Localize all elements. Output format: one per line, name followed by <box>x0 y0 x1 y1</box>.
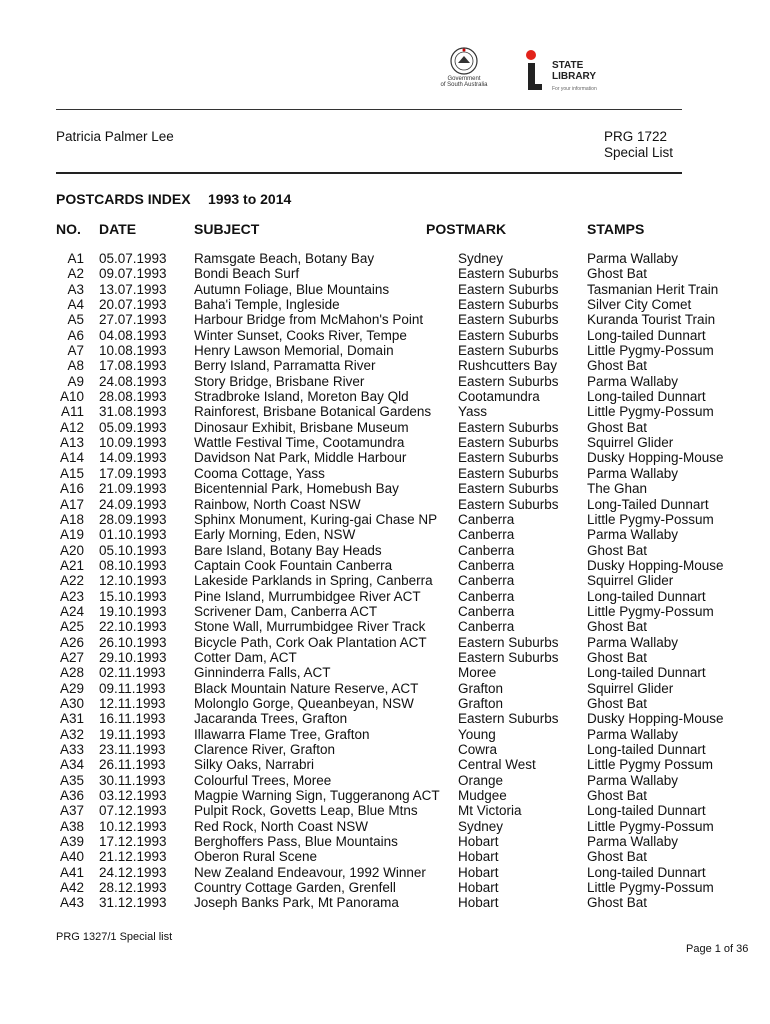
cell-no: A32 <box>59 726 84 742</box>
cell-subject: Molonglo Gorge, Queanbeyan, NSW <box>194 695 414 711</box>
table-row <box>0 650 770 665</box>
cell-subject: Bare Island, Botany Bay Heads <box>194 542 382 558</box>
cell-no: A40 <box>59 849 84 865</box>
cell-stamps: Ghost Bat <box>587 649 648 665</box>
cell-stamps: Tasmanian Herit Train <box>587 281 719 297</box>
cell-subject: Country Cottage Garden, Grenfell <box>194 880 396 896</box>
cell-date: 28.08.1993 <box>99 389 167 405</box>
cell-date: 26.11.1993 <box>99 757 166 773</box>
table-row <box>0 865 770 880</box>
cell-stamps: Parma Wallaby <box>587 772 679 788</box>
cell-stamps: Little Pygmy Possum <box>587 757 714 773</box>
cell-no: A5 <box>67 312 84 328</box>
cell-date: 04.08.1993 <box>99 327 167 343</box>
cell-subject: Winter Sunset, Cooks River, Tempe <box>194 327 407 343</box>
cell-date: 09.07.1993 <box>99 266 167 282</box>
cell-subject: Clarence River, Grafton <box>194 742 336 757</box>
cell-stamps: Dusky Hopping-Mouse <box>587 711 724 727</box>
cell-no: A16 <box>59 481 84 497</box>
cell-no: A23 <box>59 588 84 604</box>
cell-stamps: Little Pygmy-Possum <box>587 343 714 359</box>
government-sa-logo <box>424 46 504 98</box>
cell-stamps: Little Pygmy-Possum <box>587 818 714 834</box>
table-row <box>0 635 770 650</box>
cell-stamps: Ghost Bat <box>587 849 648 865</box>
cell-date: 12.11.1993 <box>99 695 166 711</box>
cell-postmark: Hobart <box>458 834 499 850</box>
table-row <box>0 466 770 481</box>
cell-no: A36 <box>59 788 84 804</box>
collection-name: Patricia Palmer Lee <box>56 129 174 144</box>
index-range: 1993 to 2014 <box>208 191 292 207</box>
cell-date: 07.12.1993 <box>99 803 167 819</box>
cell-stamps: Parma Wallaby <box>587 465 679 481</box>
cell-subject: Stone Wall, Murrumbidgee River Track <box>194 619 426 635</box>
cell-postmark: Mt Victoria <box>458 803 522 819</box>
cell-stamps: Ghost Bat <box>587 266 648 282</box>
cell-date: 23.11.1993 <box>99 742 166 757</box>
table-row <box>0 742 770 757</box>
cell-no: A30 <box>59 695 84 711</box>
table-row <box>0 497 770 512</box>
cell-no: A28 <box>59 665 84 681</box>
cell-no: A24 <box>59 603 84 619</box>
col-header-stamps: STAMPS <box>587 221 645 237</box>
cell-stamps: Parma Wallaby <box>587 373 679 389</box>
cell-subject: Pulpit Rock, Govetts Leap, Blue Mtns <box>194 803 418 819</box>
crest-icon <box>447 46 481 76</box>
cell-date: 05.09.1993 <box>99 419 167 435</box>
cell-no: A20 <box>59 542 84 558</box>
cell-date: 09.11.1993 <box>99 680 166 696</box>
cell-stamps: Parma Wallaby <box>587 834 679 850</box>
table-row <box>0 604 770 619</box>
cell-no: A12 <box>59 419 84 435</box>
cell-postmark: Eastern Suburbs <box>458 465 559 481</box>
cell-date: 13.07.1993 <box>99 281 167 297</box>
cell-date: 10.09.1993 <box>99 435 167 451</box>
table-row <box>0 681 770 696</box>
cell-postmark: Moree <box>458 665 497 681</box>
cell-no: A29 <box>59 680 84 696</box>
cell-no: A10 <box>59 389 84 405</box>
table-row <box>0 343 770 358</box>
gov-line-2: of South Australia <box>440 82 488 88</box>
cell-stamps: Long-tailed Dunnart <box>587 588 706 604</box>
cell-subject: Ginninderra Falls, ACT <box>194 665 331 681</box>
cell-stamps: Long-tailed Dunnart <box>587 803 706 819</box>
table-row <box>0 849 770 864</box>
cell-postmark: Central West <box>458 757 536 773</box>
col-header-no: NO. <box>56 221 81 237</box>
cell-date: 10.12.1993 <box>99 818 167 834</box>
cell-postmark: Eastern Suburbs <box>458 711 559 727</box>
cell-subject: Bondi Beach Surf <box>194 266 300 282</box>
table-row <box>0 404 770 419</box>
cell-postmark: Canberra <box>458 619 515 635</box>
cell-no: A11 <box>60 404 84 420</box>
cell-subject: Berry Island, Parramatta River <box>194 358 376 374</box>
cell-date: 08.10.1993 <box>99 557 167 573</box>
library-i-icon <box>524 63 542 91</box>
cell-postmark: Cowra <box>458 742 498 757</box>
cell-postmark: Eastern Suburbs <box>458 450 559 466</box>
table-row <box>0 880 770 895</box>
cell-postmark: Eastern Suburbs <box>458 496 559 512</box>
cell-stamps: Parma Wallaby <box>587 726 679 742</box>
cell-subject: Black Mountain Nature Reserve, ACT <box>194 680 419 696</box>
cell-subject: New Zealand Endeavour, 1992 Winner <box>194 864 426 880</box>
cell-date: 28.09.1993 <box>99 511 167 527</box>
table-row <box>0 589 770 604</box>
cell-subject: Berghoffers Pass, Blue Mountains <box>194 834 398 850</box>
cell-stamps: Long-tailed Dunnart <box>587 864 706 880</box>
cell-subject: Joseph Banks Park, Mt Panorama <box>194 895 399 911</box>
cell-no: A17 <box>59 496 84 512</box>
cell-date: 14.09.1993 <box>99 450 167 466</box>
table-row <box>0 619 770 634</box>
cell-date: 28.12.1993 <box>99 880 167 896</box>
table-row <box>0 773 770 788</box>
collection-type: Special List <box>604 145 674 160</box>
cell-date: 01.10.1993 <box>99 527 167 543</box>
cell-postmark: Hobart <box>458 849 499 865</box>
cell-postmark: Grafton <box>458 695 504 711</box>
cell-date: 19.11.1993 <box>99 726 166 742</box>
cell-no: A4 <box>67 297 84 313</box>
cell-date: 16.11.1993 <box>99 711 166 727</box>
cell-no: A15 <box>59 465 84 481</box>
cell-date: 31.08.1993 <box>99 404 167 420</box>
cell-postmark: Sydney <box>458 251 504 266</box>
cell-no: A3 <box>67 281 84 297</box>
cell-date: 10.08.1993 <box>99 343 167 359</box>
table-row <box>0 819 770 834</box>
cell-postmark: Eastern Suburbs <box>458 343 559 359</box>
cell-postmark: Eastern Suburbs <box>458 634 559 650</box>
cell-no: A22 <box>59 573 84 589</box>
cell-stamps: Parma Wallaby <box>587 251 679 266</box>
col-header-subject: SUBJECT <box>194 221 260 237</box>
cell-no: A19 <box>59 527 84 543</box>
postcard-table <box>0 251 770 911</box>
cell-stamps: Long-Tailed Dunnart <box>587 496 709 512</box>
cell-subject: Harbour Bridge from McMahon's Point <box>194 312 424 328</box>
cell-postmark: Canberra <box>458 542 515 558</box>
cell-postmark: Canberra <box>458 527 515 543</box>
cell-no: A25 <box>59 619 84 635</box>
table-row <box>0 512 770 527</box>
table-row <box>0 481 770 496</box>
cell-subject: Magpie Warning Sign, Tuggeranong ACT <box>194 788 440 804</box>
cell-stamps: Silver City Comet <box>587 297 692 313</box>
cell-subject: Stradbroke Island, Moreton Bay Qld <box>194 389 409 405</box>
col-header-date: DATE <box>99 221 137 237</box>
cell-date: 19.10.1993 <box>99 603 167 619</box>
table-row <box>0 297 770 312</box>
table-row <box>0 420 770 435</box>
table-row <box>0 374 770 389</box>
cell-postmark: Canberra <box>458 573 515 589</box>
cell-postmark: Eastern Suburbs <box>458 435 559 451</box>
cell-stamps: Squirrel Glider <box>587 435 674 451</box>
cell-no: A26 <box>59 634 84 650</box>
cell-postmark: Eastern Suburbs <box>458 297 559 313</box>
cell-postmark: Canberra <box>458 511 515 527</box>
cell-postmark: Sydney <box>458 818 504 834</box>
cell-stamps: Ghost Bat <box>587 419 648 435</box>
cell-stamps: Long-tailed Dunnart <box>587 327 706 343</box>
cell-subject: Lakeside Parklands in Spring, Canberra <box>194 573 433 589</box>
cell-postmark: Eastern Suburbs <box>458 281 559 297</box>
cell-stamps: Kuranda Tourist Train <box>587 312 716 328</box>
header-rule <box>56 172 682 174</box>
table-row <box>0 266 770 281</box>
cell-subject: Oberon Rural Scene <box>194 849 318 865</box>
header-logos <box>424 46 684 98</box>
cell-date: 03.12.1993 <box>99 788 167 804</box>
cell-stamps: Long-tailed Dunnart <box>587 742 706 757</box>
cell-no: A9 <box>67 373 84 389</box>
cell-stamps: Squirrel Glider <box>587 680 674 696</box>
cell-no: A27 <box>59 649 84 665</box>
cell-postmark: Eastern Suburbs <box>458 266 559 282</box>
cell-no: A41 <box>59 864 84 880</box>
cell-postmark: Mudgee <box>458 788 507 804</box>
cell-no: A34 <box>59 757 84 773</box>
cell-stamps: Little Pygmy-Possum <box>587 511 714 527</box>
cell-stamps: Ghost Bat <box>587 619 648 635</box>
cell-stamps: Squirrel Glider <box>587 573 674 589</box>
cell-date: 30.11.1993 <box>99 772 166 788</box>
cell-date: 31.12.1993 <box>99 895 167 911</box>
cell-subject: Cotter Dam, ACT <box>194 649 297 665</box>
cell-no: A43 <box>59 895 84 911</box>
cell-postmark: Eastern Suburbs <box>458 419 559 435</box>
index-title: POSTCARDS INDEX <box>56 191 191 207</box>
cell-date: 17.09.1993 <box>99 465 167 481</box>
cell-date: 24.12.1993 <box>99 864 167 880</box>
cell-postmark: Hobart <box>458 864 499 880</box>
cell-postmark: Canberra <box>458 588 515 604</box>
cell-subject: Illawarra Flame Tree, Grafton <box>194 726 370 742</box>
cell-postmark: Rushcutters Bay <box>458 358 558 374</box>
table-row <box>0 788 770 803</box>
cell-postmark: Eastern Suburbs <box>458 481 559 497</box>
table-row <box>0 711 770 726</box>
cell-no: A13 <box>59 435 84 451</box>
cell-stamps: Parma Wallaby <box>587 527 679 543</box>
cell-subject: Rainbow, North Coast NSW <box>194 496 361 512</box>
cell-stamps: Ghost Bat <box>587 542 648 558</box>
cell-postmark: Canberra <box>458 603 515 619</box>
table-row <box>0 803 770 818</box>
cell-date: 15.10.1993 <box>99 588 167 604</box>
cell-date: 17.08.1993 <box>99 358 167 374</box>
cell-date: 24.09.1993 <box>99 496 167 512</box>
table-row <box>0 573 770 588</box>
cell-no: A1 <box>67 251 84 266</box>
cell-subject: Red Rock, North Coast NSW <box>194 818 369 834</box>
cell-subject: Dinosaur Exhibit, Brisbane Museum <box>194 419 409 435</box>
table-row <box>0 527 770 542</box>
cell-no: A6 <box>67 327 84 343</box>
table-row <box>0 389 770 404</box>
cell-postmark: Eastern Suburbs <box>458 649 559 665</box>
cell-subject: Wattle Festival Time, Cootamundra <box>194 435 405 451</box>
cell-date: 21.12.1993 <box>99 849 167 865</box>
cell-stamps: The Ghan <box>587 481 648 497</box>
cell-no: A21 <box>59 557 84 573</box>
table-row <box>0 727 770 742</box>
cell-date: 22.10.1993 <box>99 619 167 635</box>
cell-no: A42 <box>59 880 84 896</box>
table-row <box>0 450 770 465</box>
cell-postmark: Eastern Suburbs <box>458 327 559 343</box>
cell-date: 20.07.1993 <box>99 297 167 313</box>
cell-subject: Sphinx Monument, Kuring-gai Chase NP <box>194 511 438 527</box>
cell-subject: Davidson Nat Park, Middle Harbour <box>194 450 407 466</box>
cell-subject: Henry Lawson Memorial, Domain <box>194 343 394 359</box>
cell-stamps: Ghost Bat <box>587 695 648 711</box>
cell-stamps: Ghost Bat <box>587 788 648 804</box>
cell-stamps: Ghost Bat <box>587 358 648 374</box>
cell-postmark: Young <box>458 726 496 742</box>
cell-no: A7 <box>67 343 84 359</box>
collection-ref: PRG 1722 <box>604 129 668 144</box>
library-dot-icon <box>526 50 536 60</box>
cell-subject: Rainforest, Brisbane Botanical Gardens <box>194 404 432 420</box>
cell-subject: Cooma Cottage, Yass <box>194 465 325 481</box>
cell-date: 24.08.1993 <box>99 373 167 389</box>
table-row <box>0 328 770 343</box>
cell-date: 21.09.1993 <box>99 481 167 497</box>
table-row <box>0 834 770 849</box>
cell-date: 02.11.1993 <box>99 665 166 681</box>
table-row <box>0 665 770 680</box>
table-row <box>0 251 770 266</box>
footer-reference: PRG 1327/1 Special list <box>56 931 173 943</box>
cell-subject: Bicycle Path, Cork Oak Plantation ACT <box>194 634 427 650</box>
table-row <box>0 895 770 910</box>
cell-stamps: Parma Wallaby <box>587 634 679 650</box>
cell-no: A33 <box>59 742 84 757</box>
col-header-postmark: POSTMARK <box>426 221 507 237</box>
library-name-1: STATE <box>552 60 584 71</box>
table-row <box>0 543 770 558</box>
gov-line-1: Government <box>447 76 481 82</box>
cell-date: 05.10.1993 <box>99 542 167 558</box>
cell-no: A14 <box>59 450 84 466</box>
cell-postmark: Eastern Suburbs <box>458 312 559 328</box>
cell-subject: Silky Oaks, Narrabri <box>194 757 315 773</box>
cell-no: A31 <box>59 711 84 727</box>
cell-stamps: Dusky Hopping-Mouse <box>587 450 724 466</box>
cell-postmark: Grafton <box>458 680 504 696</box>
cell-date: 27.07.1993 <box>99 312 167 328</box>
cell-stamps: Ghost Bat <box>587 895 648 911</box>
table-row <box>0 757 770 772</box>
library-tagline: For your information <box>552 86 597 92</box>
cell-postmark: Cootamundra <box>458 389 540 405</box>
cell-no: A2 <box>67 266 84 282</box>
cell-stamps: Dusky Hopping-Mouse <box>587 557 724 573</box>
cell-postmark: Eastern Suburbs <box>458 373 559 389</box>
cell-postmark: Orange <box>458 772 504 788</box>
table-row <box>0 696 770 711</box>
cell-subject: Early Morning, Eden, NSW <box>194 527 356 543</box>
cell-date: 26.10.1993 <box>99 634 167 650</box>
cell-subject: Scrivener Dam, Canberra ACT <box>194 603 378 619</box>
cell-no: A35 <box>59 772 84 788</box>
cell-date: 12.10.1993 <box>99 573 167 589</box>
cell-subject: Colourful Trees, Moree <box>194 772 332 788</box>
table-row <box>0 282 770 297</box>
cell-no: A8 <box>67 358 84 374</box>
cell-no: A18 <box>59 511 84 527</box>
cell-date: 05.07.1993 <box>99 251 167 266</box>
cell-stamps: Long-tailed Dunnart <box>587 389 706 405</box>
cell-subject: Pine Island, Murrumbidgee River ACT <box>194 588 421 604</box>
cell-subject: Baha'i Temple, Ingleside <box>194 297 340 313</box>
cell-postmark: Hobart <box>458 895 499 911</box>
cell-subject: Bicentennial Park, Homebush Bay <box>194 481 399 497</box>
cell-postmark: Canberra <box>458 557 515 573</box>
table-row <box>0 312 770 327</box>
cell-postmark: Hobart <box>458 880 499 896</box>
cell-no: A39 <box>59 834 84 850</box>
cell-no: A37 <box>59 803 84 819</box>
cell-stamps: Little Pygmy-Possum <box>587 603 714 619</box>
cell-subject: Autumn Foliage, Blue Mountains <box>194 281 390 297</box>
cell-subject: Story Bridge, Brisbane River <box>194 373 365 389</box>
cell-date: 17.12.1993 <box>99 834 167 850</box>
table-row <box>0 358 770 373</box>
cell-stamps: Little Pygmy-Possum <box>587 880 714 896</box>
cell-no: A38 <box>59 818 84 834</box>
library-name-2: LIBRARY <box>552 71 597 82</box>
cell-stamps: Little Pygmy-Possum <box>587 404 714 420</box>
cell-postmark: Yass <box>458 404 488 420</box>
table-row <box>0 558 770 573</box>
page-number: Page 1 of 36 <box>686 943 749 955</box>
cell-subject: Ramsgate Beach, Botany Bay <box>194 251 375 266</box>
cell-stamps: Long-tailed Dunnart <box>587 665 706 681</box>
cell-date: 29.10.1993 <box>99 649 167 665</box>
top-rule <box>56 109 682 110</box>
cell-subject: Jacaranda Trees, Grafton <box>194 711 348 727</box>
table-row <box>0 435 770 450</box>
state-library-logo <box>524 50 654 96</box>
cell-subject: Captain Cook Fountain Canberra <box>194 557 393 573</box>
